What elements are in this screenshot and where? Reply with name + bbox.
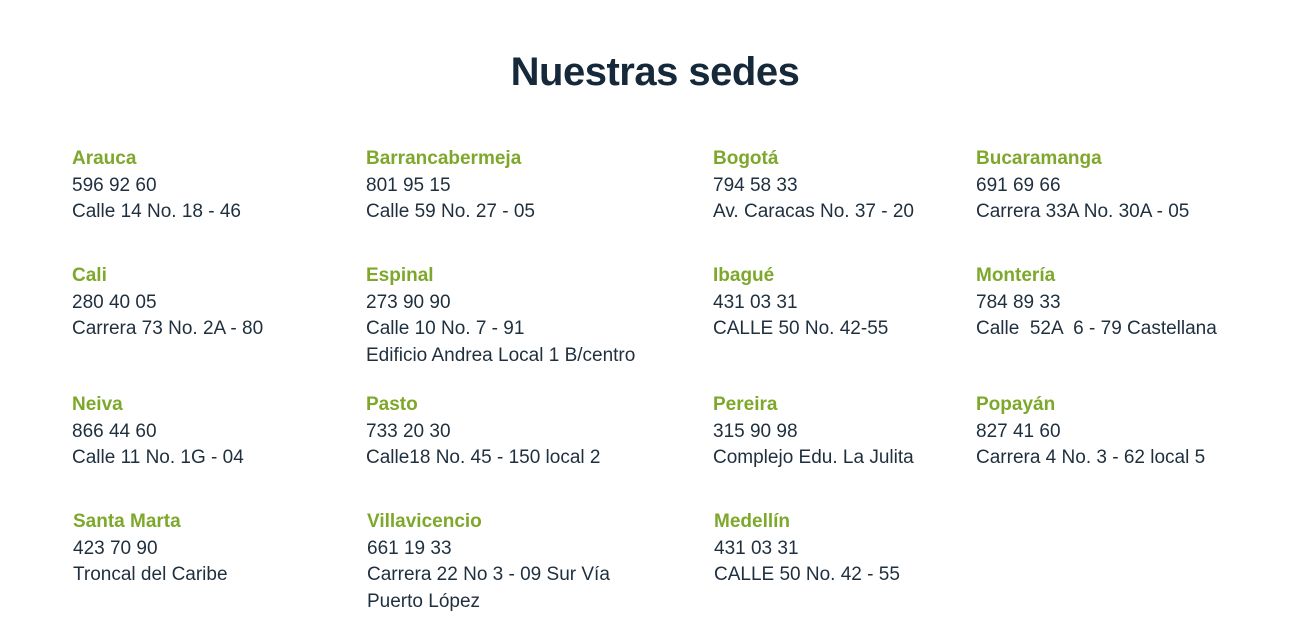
sede-phone: 596 92 60 [72,174,157,196]
sede-monteria [976,263,1217,343]
sede-phone: 733 20 30 [366,420,451,442]
sede-phone: 661 19 33 [367,537,452,559]
sede-cali [72,263,263,343]
sede-neiva [72,392,244,472]
sede-phone: 315 90 98 [713,420,798,442]
sede-phone: 431 03 31 [713,291,798,313]
sede-address: Av. Caracas No. 37 - 20 [713,201,915,222]
sede-pasto [366,392,600,472]
sede-ibague [713,263,888,343]
sede-address: Carrera 33A No. 30A - 05 [976,201,1190,222]
sede-city: Pasto [366,394,418,415]
sede-phone: 431 03 31 [714,537,799,559]
sede-phone: 423 70 90 [73,537,158,559]
sede-address: CALLE 50 No. 42 - 55 [714,564,900,585]
sede-city: Popayán [976,394,1056,415]
sede-phone: 280 40 05 [72,291,157,313]
sede-espinal [366,263,635,369]
sede-phone: 794 58 33 [713,174,798,196]
sede-city: Bucaramanga [976,148,1102,169]
sede-address: Calle 14 No. 18 - 46 [72,201,241,222]
sede-pereira [713,392,914,472]
sede-city: Cali [72,265,107,286]
sede-address: Calle 10 No. 7 - 91 [366,318,525,339]
sede-city: Pereira [713,394,778,415]
sede-city: Villavicencio [367,511,482,532]
sede-address: Calle 11 No. 1G - 04 [72,447,244,468]
page-title: Nuestras sedes [510,50,800,94]
sede-phone: 827 41 60 [976,420,1061,442]
sede-popayan [976,392,1205,472]
sede-address: Complejo Edu. La Julita [713,447,914,468]
sede-city: Medellín [714,511,791,532]
sede-bogota [713,146,914,226]
sede-santa-marta [73,509,228,589]
sede-arauca [72,146,241,226]
sede-address: CALLE 50 No. 42-55 [713,318,889,339]
sede-address: Carrera 22 No 3 - 09 Sur Vía [367,564,610,585]
sede-address: Calle 59 No. 27 - 05 [366,201,535,222]
sede-address: Carrera 73 No. 2A - 80 [72,318,264,339]
sede-city: Barrancabermeja [366,148,522,169]
sede-city: Espinal [366,265,434,286]
sede-city: Bogotá [713,148,779,169]
sede-address: Calle 52A 6 - 79 Castellana [976,318,1217,339]
sede-villavicencio [367,509,610,615]
sede-city: Neiva [72,394,123,415]
sede-medellin [714,509,900,589]
sede-barrancabermeja [366,146,535,226]
sede-city: Montería [976,265,1056,286]
sede-phone: 691 69 66 [976,174,1061,196]
sede-city: Ibagué [713,265,775,286]
sede-city: Arauca [72,148,137,169]
sede-address: Calle18 No. 45 - 150 local 2 [366,447,601,468]
sede-phone: 273 90 90 [366,291,451,313]
sede-address: Carrera 4 No. 3 - 62 local 5 [976,447,1206,468]
sede-bucaramanga [976,146,1189,226]
sede-address-2: Puerto López [367,590,481,612]
sede-phone: 866 44 60 [72,420,157,442]
sede-city: Santa Marta [73,511,181,532]
sede-address: Troncal del Caribe [73,564,228,585]
sede-address-2: Edificio Andrea Local 1 B/centro [366,344,636,366]
sede-phone: 801 95 15 [366,174,451,196]
sede-phone: 784 89 33 [976,291,1061,313]
